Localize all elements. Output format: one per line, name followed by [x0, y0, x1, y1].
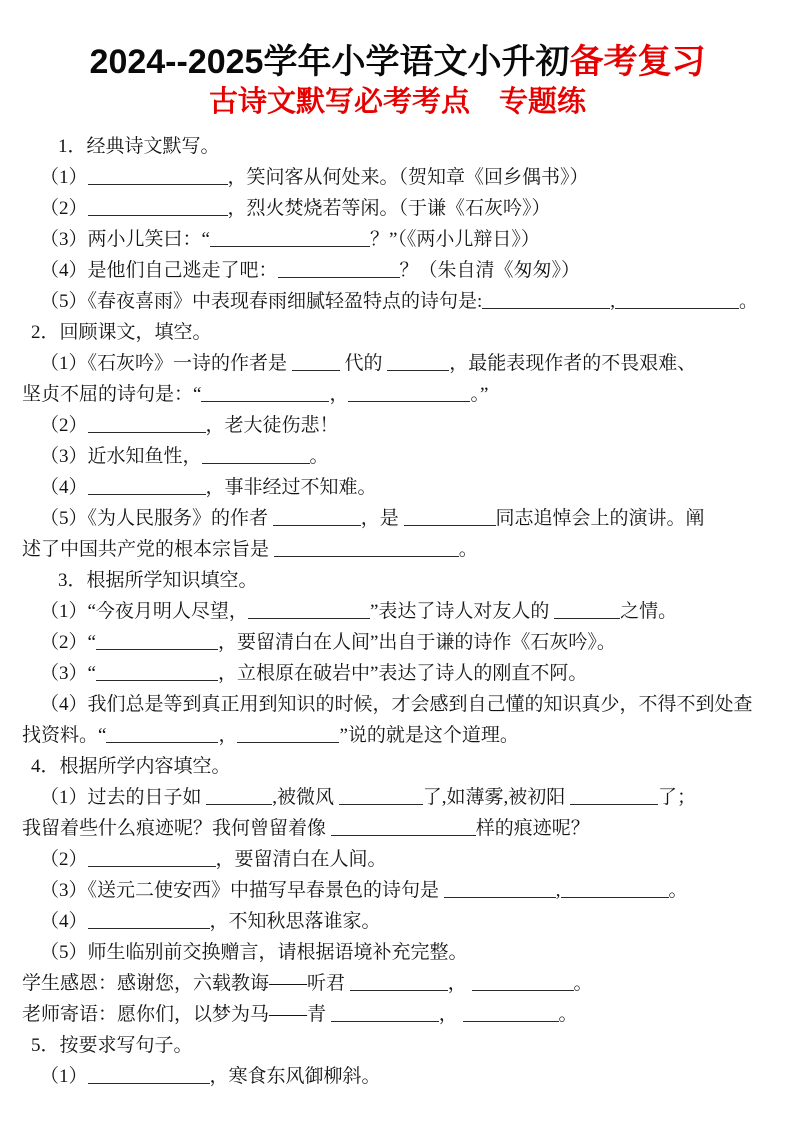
answer-blank[interactable] — [570, 787, 658, 805]
text-segment: （5）《为人民服务》的作者 — [40, 508, 273, 529]
question-line — [22, 1061, 773, 1092]
text-segment: ？”（《两小儿辩日》） — [369, 229, 540, 250]
question-line — [22, 689, 773, 720]
text-segment: （3）“ — [40, 663, 96, 684]
section-1-heading — [22, 131, 773, 162]
text-segment: （5）《春夜喜雨》中表现春雨细腻轻盈特点的诗句是: — [40, 291, 483, 312]
text-segment: , — [555, 880, 561, 901]
text-segment: , — [610, 291, 616, 312]
text-segment: （1）《石灰吟》一诗的作者是 — [40, 353, 292, 374]
answer-blank[interactable] — [350, 973, 448, 991]
text-segment: ，最能表现作者的不畏艰难、 — [449, 353, 697, 374]
answer-blank[interactable] — [88, 477, 206, 495]
answer-blank[interactable] — [463, 1004, 559, 1022]
text-segment: 5．按要求写句子。 — [31, 1035, 193, 1056]
section-3-heading — [22, 565, 773, 596]
text-segment: 样的痕迹呢？ — [475, 818, 590, 839]
answer-blank[interactable] — [339, 787, 423, 805]
text-segment: ，寒食东风御柳斜。 — [209, 1066, 381, 1087]
text-segment: 老师寄语：愿你们，以梦为马——青 — [22, 1004, 331, 1025]
text-segment: ？（朱自清《匆匆》） — [399, 260, 581, 281]
text-segment: 了； — [658, 787, 697, 808]
question-line — [22, 937, 773, 968]
text-segment: ，笑问客从何处来。（贺知章《回乡偶书》） — [227, 167, 589, 188]
text-segment: 4．根据所学内容填空。 — [31, 756, 231, 777]
text-segment: ”表达了诗人对友人的 — [369, 601, 555, 622]
section-4-heading — [22, 751, 773, 782]
question-line — [22, 627, 773, 658]
text-segment: 找资料。“ — [22, 725, 107, 746]
text-segment: （2） — [40, 198, 88, 219]
text-segment: ， — [438, 1004, 463, 1025]
continuation-line — [22, 534, 773, 565]
text-segment: 。 — [309, 446, 329, 467]
text-segment: ，老大徒伤悲！ — [205, 415, 339, 436]
answer-blank[interactable] — [273, 508, 361, 526]
text-segment: 学生感恩：感谢您，六载教诲——听君 — [22, 973, 350, 994]
continuation-line — [22, 968, 773, 999]
answer-blank[interactable] — [278, 260, 400, 278]
text-segment: ，事非经过不知难。 — [205, 477, 377, 498]
text-segment: ”说的就是这个道理。 — [339, 725, 519, 746]
question-line — [22, 503, 773, 534]
question-line — [22, 224, 773, 255]
document-subtitle: 古诗文默写必考考点 专题练 — [208, 86, 586, 118]
answer-blank[interactable] — [88, 911, 210, 929]
answer-blank[interactable] — [482, 291, 610, 309]
question-line — [22, 286, 773, 317]
question-line — [22, 875, 773, 906]
answer-blank[interactable] — [561, 880, 669, 898]
text-segment: （2）“ — [40, 632, 96, 653]
text-segment: ，要留清白在人间。 — [215, 849, 387, 870]
text-segment: 坚贞不屈的诗句是：“ — [22, 384, 202, 405]
text-segment: 。” — [470, 384, 489, 405]
text-segment: 同志追悼会上的演讲。阐 — [495, 508, 705, 529]
text-segment: 。 — [458, 539, 478, 560]
continuation-line — [22, 999, 773, 1030]
question-line — [22, 441, 773, 472]
text-segment: 代的 — [339, 353, 388, 374]
text-segment: 2．回顾课文，填空。 — [31, 322, 212, 343]
text-segment: （2） — [40, 849, 88, 870]
answer-blank[interactable] — [88, 167, 228, 185]
text-segment: ，烈火焚烧若等闲。（于谦《石灰吟》） — [227, 198, 551, 219]
text-segment: （4） — [40, 911, 88, 932]
answer-blank[interactable] — [201, 384, 329, 402]
question-line — [22, 596, 773, 627]
answer-blank[interactable] — [210, 229, 370, 247]
text-segment: 。 — [668, 880, 688, 901]
question-line — [22, 906, 773, 937]
question-line — [22, 193, 773, 224]
answer-blank[interactable] — [387, 353, 449, 371]
answer-blank[interactable] — [248, 601, 370, 619]
answer-blank[interactable] — [106, 725, 218, 743]
text-segment: （5）师生临别前交换赠言，请根据语境补充完整。 — [40, 942, 468, 963]
section-2-heading — [22, 317, 773, 348]
text-segment: （3）《送元二使安西》中描写早春景色的诗句是 — [40, 880, 444, 901]
answer-blank[interactable] — [331, 1004, 439, 1022]
answer-blank[interactable] — [237, 725, 339, 743]
question-line — [22, 348, 773, 379]
text-segment: （1） — [40, 167, 88, 188]
question-line — [22, 782, 773, 813]
text-segment: （4） — [40, 477, 88, 498]
answer-blank[interactable] — [202, 446, 310, 464]
title-year-part: 2024--2025学年小学语文小升初 — [89, 43, 570, 81]
text-segment: 之情。 — [620, 601, 678, 622]
text-segment: 3．根据所学知识填空。 — [58, 570, 258, 591]
text-segment: 我留着些什么痕迹呢？我何曾留着像 — [22, 818, 331, 839]
text-segment: ，不知秋思落谁家。 — [209, 911, 381, 932]
question-line — [22, 472, 773, 503]
text-segment: （3）两小儿笑曰：“ — [40, 229, 210, 250]
text-segment: 1．经典诗文默写。 — [58, 136, 220, 157]
text-segment: 了,如薄雾,被初阳 — [422, 787, 571, 808]
answer-blank[interactable] — [274, 539, 459, 557]
document-title — [22, 40, 773, 84]
text-segment: ， — [329, 384, 349, 405]
answer-blank[interactable] — [88, 198, 228, 216]
section-5-heading — [22, 1030, 773, 1061]
question-line — [22, 162, 773, 193]
answer-blank[interactable] — [331, 818, 476, 836]
answer-blank[interactable] — [292, 353, 340, 371]
text-segment: （2） — [40, 415, 88, 436]
answer-blank[interactable] — [96, 632, 218, 650]
answer-blank[interactable] — [348, 384, 470, 402]
text-segment: （1）过去的日子如 — [40, 787, 207, 808]
text-segment: ， — [218, 725, 238, 746]
answer-blank[interactable] — [88, 415, 206, 433]
answer-blank[interactable] — [444, 880, 556, 898]
text-segment: ， — [447, 973, 472, 994]
text-segment: ,被微风 — [272, 787, 339, 808]
answer-blank[interactable] — [554, 601, 620, 619]
answer-blank[interactable] — [472, 973, 574, 991]
text-segment: ，要留清白在人间”出自于谦的诗作《石灰吟》。 — [217, 632, 616, 653]
text-segment: 。 — [739, 291, 759, 312]
text-segment: 述了中国共产党的根本宗旨是 — [22, 539, 274, 560]
text-segment: ，立根原在破岩中”表达了诗人的刚直不阿。 — [217, 663, 588, 684]
question-line — [22, 844, 773, 875]
continuation-line — [22, 813, 773, 844]
question-line — [22, 658, 773, 689]
text-segment: 。 — [558, 1004, 578, 1025]
answer-blank[interactable] — [615, 291, 739, 309]
answer-blank[interactable] — [96, 663, 218, 681]
question-line — [22, 255, 773, 286]
continuation-line — [22, 379, 773, 410]
document-body — [22, 131, 773, 1092]
answer-blank[interactable] — [404, 508, 496, 526]
text-segment: 。 — [573, 973, 593, 994]
question-line — [22, 410, 773, 441]
answer-blank[interactable] — [88, 849, 216, 867]
text-segment: （3）近水知鱼性， — [40, 446, 202, 467]
text-segment: ，是 — [360, 508, 404, 529]
text-segment: （4）我们总是等到真正用到知识的时候，才会感到自己懂的知识真少，不得不到处查 — [40, 694, 753, 715]
answer-blank[interactable] — [88, 1066, 210, 1084]
continuation-line — [22, 720, 773, 751]
text-segment: （1）“今夜月明人尽望， — [40, 601, 248, 622]
text-segment: （4）是他们自己逃走了吧： — [40, 260, 278, 281]
text-segment: （1） — [40, 1066, 88, 1087]
title-red-part: 备考复习 — [569, 43, 706, 81]
answer-blank[interactable] — [206, 787, 272, 805]
